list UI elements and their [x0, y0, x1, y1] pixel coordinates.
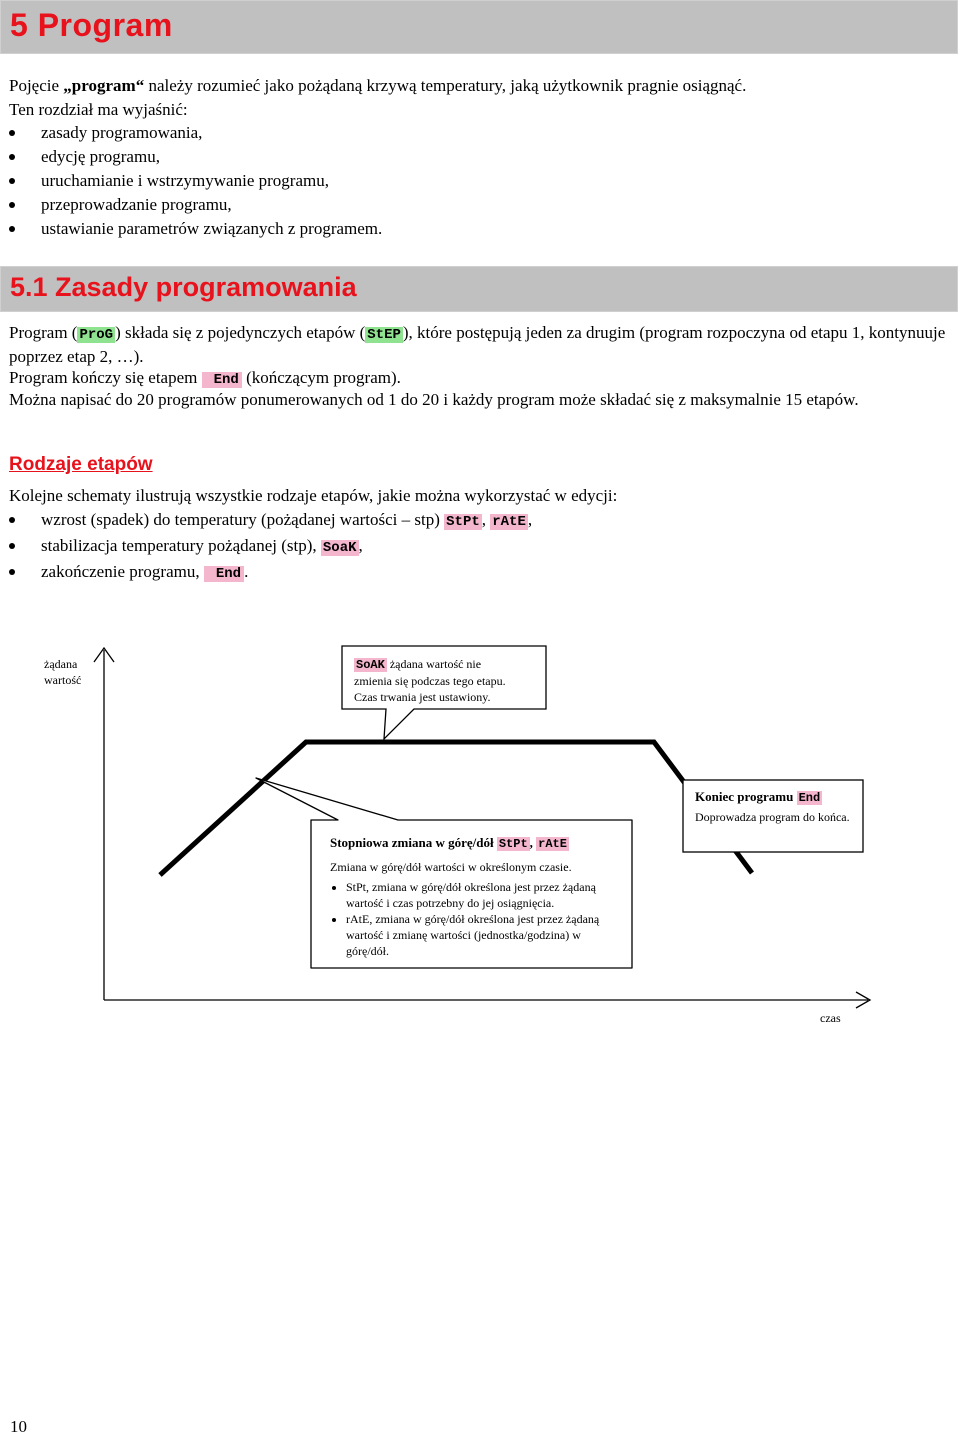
list-item: [0, 534, 532, 560]
chapter-title: 5 Program: [10, 7, 173, 43]
y-axis-label-line: żądana: [44, 657, 78, 671]
section-paragraph-2: [9, 367, 401, 391]
soak-callout-line: Czas trwania jest ustawiony.: [354, 690, 491, 704]
code-stpt: StPt: [446, 514, 480, 530]
text-run: Stopniowa zmiana w górę/dół: [330, 835, 497, 850]
list-item: [0, 560, 532, 586]
list-item: przeprowadzanie programu,: [0, 193, 382, 217]
intro-term: „program“: [63, 76, 145, 95]
intro-line-2: Ten rozdział ma wyjaśnić:: [9, 100, 188, 119]
text-run: Koniec programu: [695, 789, 797, 804]
y-axis-label-line: wartość: [44, 673, 82, 687]
text-run: (kończącym program).: [241, 368, 401, 387]
code-soak: SoaK: [322, 540, 357, 556]
text-run: ,: [527, 510, 533, 529]
code-prog: ProG: [79, 327, 114, 343]
list-item: [0, 508, 532, 534]
text-run: ,: [529, 835, 537, 850]
ramp-callout-title: [330, 834, 626, 853]
section-title-bar: [0, 266, 958, 312]
list-item: • rAtE, zmiana w górę/dół określona jest przez żądaną wartość i zmianę wartości (jednostka/godzina) w górę/dół.: [346, 911, 626, 959]
list-item: uruchamianie i wstrzymywanie programu,: [0, 169, 382, 193]
section-paragraph-3: Można napisać do 20 programów ponumerowanych od 1 do 20 i każdy program może składać się z maksymalnie 15 etapów.: [9, 390, 859, 409]
code-end: End: [204, 566, 244, 582]
soak-callout-line: [354, 656, 542, 673]
text-run: ) składa się z pojedynczych etapów (: [115, 323, 366, 342]
list-item: edycję programu,: [0, 145, 382, 169]
code-end: End: [798, 791, 821, 805]
code-soak: SoAK: [356, 658, 385, 672]
code-stpt: StPt: [498, 837, 528, 851]
text-run: ), które postępują jeden za drugim (program rozpoczyna od etapu 1, kontynuuje poprzez etap 2, …).: [9, 323, 946, 366]
intro-suffix: należy rozumieć jako pożądaną krzywą temperatury, jaką użytkownik pragnie osiągnąć.: [144, 76, 747, 95]
code-step: StEP: [367, 327, 401, 343]
text-run: ,: [481, 510, 491, 529]
list-item: • StPt, zmiana w górę/dół określona jest przez żądaną wartość i czas potrzebny do jej osiągnięcia.: [346, 879, 626, 911]
ramp-callout: [330, 834, 626, 959]
end-callout-title: [695, 788, 851, 807]
ramp-callout-description: Zmiana w górę/dół wartości w określonym czasie.: [330, 860, 572, 874]
list-item: zasady programowania,: [0, 121, 382, 145]
code-rate: rAtE: [492, 514, 526, 530]
section-paragraph-1: [9, 322, 949, 368]
end-callout-description: Doprowadza program do końca.: [695, 810, 850, 824]
code-end: End: [202, 372, 242, 388]
intro-prefix: Pojęcie: [9, 76, 64, 95]
text-run: .: [244, 562, 249, 581]
text-run: Program (: [9, 323, 78, 342]
text-run: żądana wartość nie: [386, 657, 482, 671]
ramp-callout-list: [330, 879, 626, 959]
chapter-title-bar: [0, 0, 958, 54]
section-title: 5.1 Zasady programowania: [10, 272, 357, 302]
soak-callout: [354, 656, 542, 705]
intro-bullet-list: [0, 121, 382, 241]
end-callout: [695, 788, 851, 825]
text-run: ,: [358, 536, 363, 555]
list-item: ustawianie parametrów związanych z programem.: [0, 217, 382, 241]
steps-bullet-list: [0, 508, 532, 586]
steps-heading: Rodzaje etapów: [9, 454, 153, 475]
steps-intro: Kolejne schematy ilustrują wszystkie rodzaje etapów, jakie można wykorzystać w edycji:: [9, 486, 618, 505]
y-axis-label: [44, 656, 81, 688]
page-number: 10: [10, 1417, 27, 1436]
intro-line-1: [9, 75, 746, 97]
x-axis-label: czas: [820, 1011, 841, 1025]
text-run: zakończenie programu,: [41, 562, 204, 581]
soak-callout-line: zmienia się podczas tego etapu.: [354, 674, 506, 688]
text-run: wzrost (spadek) do temperatury (pożądanej wartości – stp): [41, 510, 445, 529]
text-run: stabilizacja temperatury pożądanej (stp),: [41, 536, 321, 555]
text-run: Program kończy się etapem: [9, 368, 202, 387]
code-rate: rAtE: [538, 837, 567, 851]
